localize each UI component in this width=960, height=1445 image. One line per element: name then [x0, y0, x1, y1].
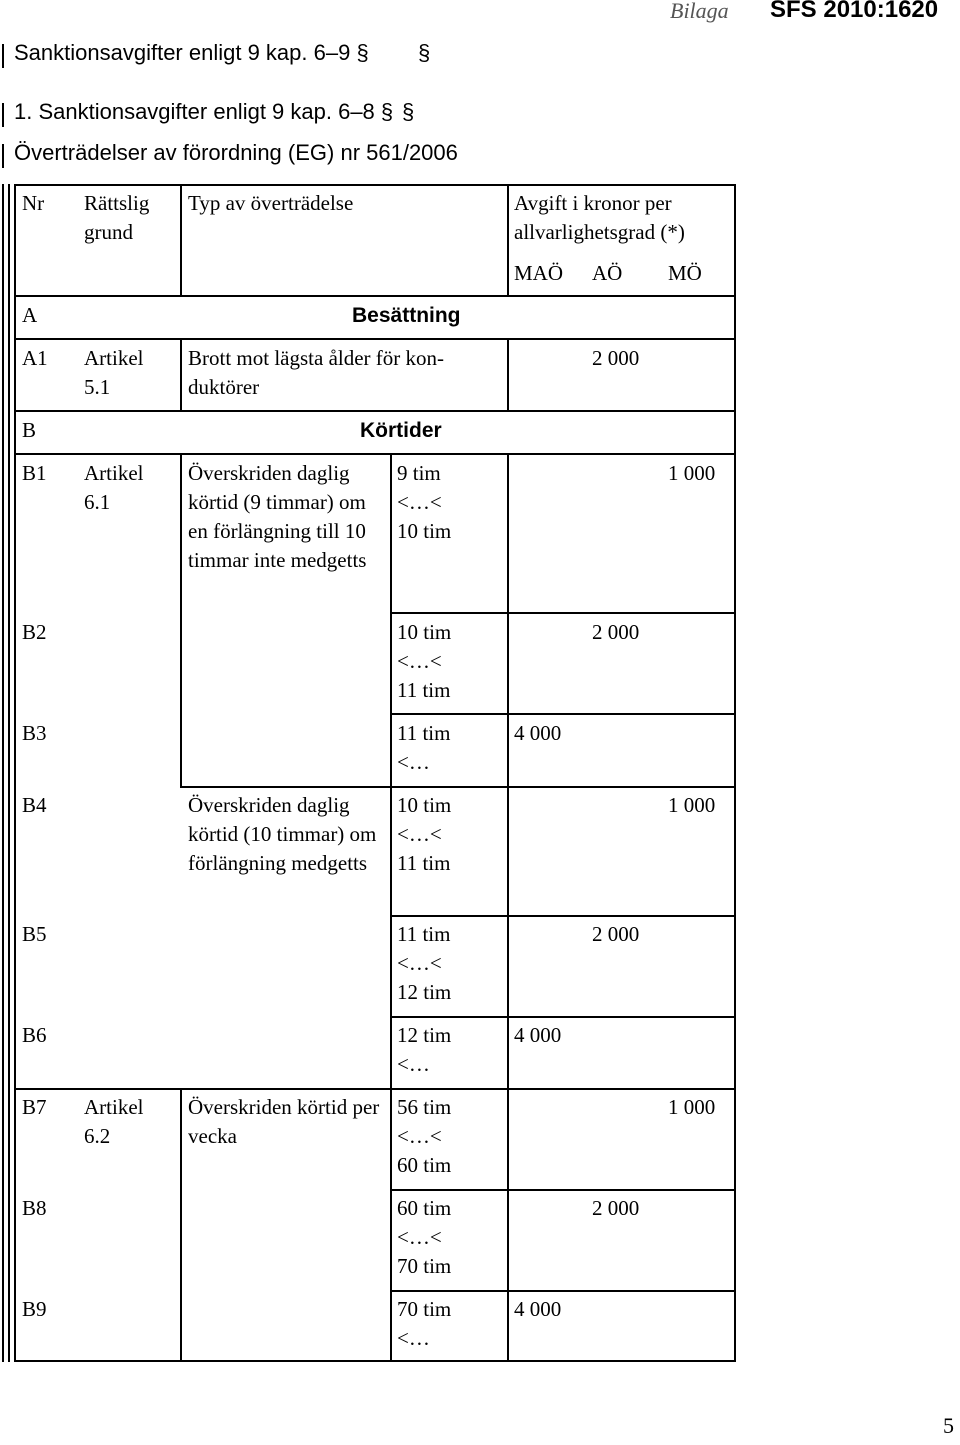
change-bar — [2, 144, 4, 168]
b8-nr: B8 — [22, 1196, 47, 1220]
section-b-title: Körtider — [360, 419, 442, 442]
table-rule — [507, 453, 509, 1360]
b7-interval: 56 tim <…< 60 tim — [397, 1095, 452, 1177]
b8-interval: 60 tim <…< 70 tim — [397, 1196, 452, 1278]
paragraph-symbol: § — [402, 99, 415, 124]
b6-mao: 4 000 — [514, 1023, 562, 1047]
table-rule — [390, 1189, 734, 1191]
b5-nr: B5 — [22, 922, 47, 946]
b5-ao: 2 000 — [592, 922, 640, 946]
b6-interval: 12 tim <… — [397, 1023, 452, 1076]
table-rule — [507, 338, 509, 410]
b7-nr: B7 — [22, 1095, 47, 1119]
b2-nr: B2 — [22, 620, 47, 644]
table-rule — [180, 786, 734, 788]
b4-mo: 1 000 — [668, 793, 716, 817]
heading-regulation: Överträdelser av förordning (EG) nr 561/2006 — [14, 140, 458, 165]
section-a-title: Besättning — [352, 304, 461, 327]
b5-interval: 11 tim <…< 12 tim — [397, 922, 452, 1004]
b1-nr: B1 — [22, 461, 47, 485]
table-rule — [390, 612, 734, 614]
b1-grund: Artikel 6.1 — [84, 461, 144, 514]
b4-interval: 10 tim <…< 11 tim — [397, 793, 452, 875]
b3-nr: B3 — [22, 721, 47, 745]
grade-ao: AÖ — [592, 261, 623, 285]
b9-nr: B9 — [22, 1297, 47, 1321]
table-rule — [390, 1290, 734, 1292]
column-header-nr: Nr — [22, 191, 45, 215]
paragraph-symbol: § — [418, 40, 431, 65]
table-rule — [16, 295, 734, 297]
change-bar — [2, 103, 4, 127]
column-header-typ: Typ av överträdelse — [188, 191, 354, 215]
b8-ao: 2 000 — [592, 1196, 640, 1220]
appendix-label: Bilaga — [670, 0, 729, 23]
column-header-avgift: Avgift i kronor per allvarlighetsgrad (*) — [514, 191, 685, 244]
change-bar — [2, 184, 4, 1362]
sfs-number: SFS 2010:1620 — [770, 0, 939, 23]
b1-interval: 9 tim <…< 10 tim — [397, 461, 452, 543]
table-rule — [16, 1088, 734, 1090]
b3-interval: 11 tim <… — [397, 721, 451, 774]
heading-sanktionsavgifter: Sanktionsavgifter enligt 9 kap. 6–9 § — [14, 40, 369, 65]
table-rule — [180, 186, 182, 295]
table-rule — [390, 1016, 734, 1018]
table-rule — [16, 338, 734, 340]
b2-interval: 10 tim <…< 11 tim — [397, 620, 452, 702]
section-a-nr: A — [22, 303, 38, 327]
b9-interval: 70 tim <… — [397, 1297, 452, 1350]
b6-nr: B6 — [22, 1023, 47, 1047]
table-rule — [16, 453, 734, 455]
b7-typ: Överskriden körtid per vecka — [188, 1095, 380, 1148]
table-rule — [180, 338, 182, 410]
table-rule — [390, 453, 392, 1360]
a1-grund: Artikel 5.1 — [84, 346, 144, 399]
grade-mo: MÖ — [668, 261, 702, 285]
b3-mao: 4 000 — [514, 721, 562, 745]
a1-typ: Brott mot lägsta ålder för kon- duktörer — [188, 346, 445, 399]
b1-typ: Överskriden daglig körtid (9 timmar) om en förlängning till 10 timmar inte medgetts — [188, 461, 367, 572]
column-header-grund: Rättslig grund — [84, 191, 150, 244]
a1-nr: A1 — [22, 346, 48, 370]
grade-mao: MAÖ — [514, 261, 564, 285]
b4-nr: B4 — [22, 793, 47, 817]
a1-avgift: 2 000 — [592, 346, 640, 370]
table-rule — [390, 915, 734, 917]
table-rule — [180, 453, 182, 786]
b7-mo: 1 000 — [668, 1095, 716, 1119]
b4-typ: Överskriden daglig körtid (10 timmar) om förlängning medgetts — [188, 793, 377, 875]
change-bar — [8, 184, 10, 1362]
b7-grund: Artikel 6.2 — [84, 1095, 144, 1148]
change-bar — [2, 44, 4, 68]
b2-ao: 2 000 — [592, 620, 640, 644]
table-rule — [390, 713, 734, 715]
page-number: 5 — [943, 1413, 954, 1438]
b9-mao: 4 000 — [514, 1297, 562, 1321]
section-b-nr: B — [22, 418, 37, 442]
heading-section-1: 1. Sanktionsavgifter enligt 9 kap. 6–8 § — [14, 99, 394, 124]
table-rule — [507, 186, 509, 295]
b1-mo: 1 000 — [668, 461, 716, 485]
table-rule — [180, 1088, 182, 1360]
sanctions-table — [14, 184, 736, 1362]
table-rule — [16, 410, 734, 412]
